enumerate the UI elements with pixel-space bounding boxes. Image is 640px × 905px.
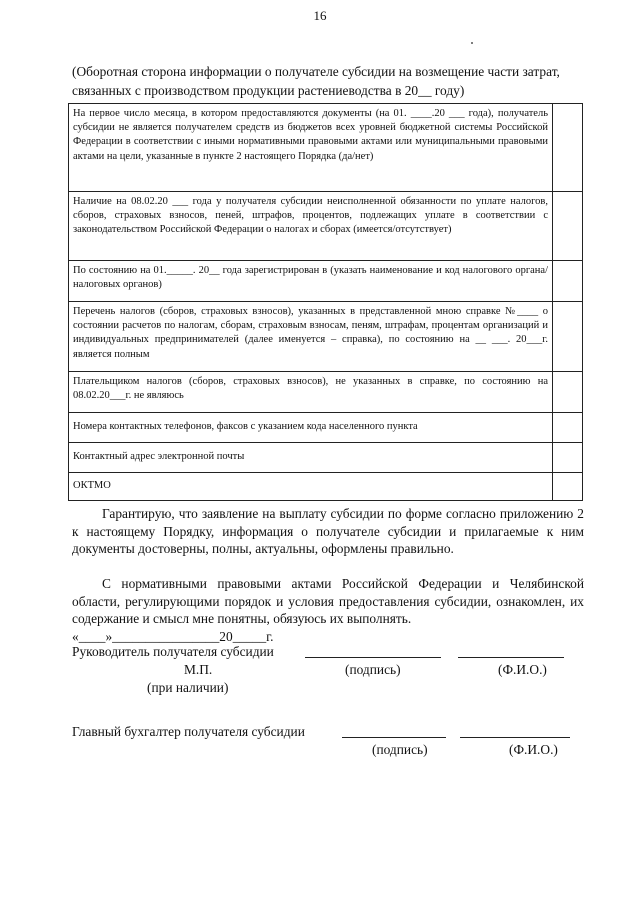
table-row: [69, 372, 583, 413]
table-row: [69, 413, 583, 443]
scan-dot: [471, 42, 473, 44]
accountant-fio-caption: (Ф.И.О.): [509, 742, 558, 757]
table-row-label: На первое число месяца, в котором предоставляются документы (на 01. ____.20 ___ года), получатель субсидии не является получателем средств из бюджетов всех уровней бюджетной системы Российской Федерации в соответствии с иными нормативными правовыми актами или муниципальными правовыми актами на цели, указанные в пункте 2 настоящего Порядка (да/нет): [69, 104, 553, 192]
acknowledge-paragraph: С нормативными правовыми актами Российской Федерации и Челябинской области, регулирующими порядок и условия предоставления субсидии, ознакомлен, их содержание и смысл мне понятны, обязуюсь их выполнять.: [72, 576, 584, 626]
page-number: 16: [313, 8, 327, 23]
signature-caption: (подпись): [345, 662, 401, 677]
table-row-label: Контактный адрес электронной почты: [69, 443, 553, 473]
answer-cell[interactable]: [553, 261, 583, 302]
answer-cell[interactable]: [553, 413, 583, 443]
table-row: [69, 473, 583, 501]
table-row: [69, 443, 583, 473]
table-row-label: По состоянию на 01._____. 20__ года зарегистрирован в (указать наименование и код налогового органа/налоговых органов): [69, 261, 553, 302]
fio-caption: (Ф.И.О.): [498, 662, 547, 677]
table-row: [69, 104, 583, 192]
answer-cell[interactable]: [553, 302, 583, 372]
table-row: [69, 192, 583, 261]
table-row-label: Наличие на 08.02.20 ___ года у получателя субсидии неисполненной обязанности по уплате налогов, сборов, страховых взносов, пеней, штрафов, процентов, подлежащих уплате в соответствии с законодательством Российской Федерации о налогах и сборах (имеется/отсутствует): [69, 192, 553, 261]
table-row: [69, 302, 583, 372]
head-fio-line[interactable]: [458, 657, 564, 658]
stamp-label: М.П.: [184, 662, 213, 677]
table-row-label: Перечень налогов (сборов, страховых взносов), указанных в представленной мною справке №____ о состоянии расчетов по налогам, сборам, страховым взносам, пеням, штрафам, процентам организаций и индивидуальных предпринимателей (далее именуется – справка), по состоянию на __ ___. 20___г. является полным: [69, 302, 553, 372]
table-row: [69, 261, 583, 302]
table-row-label: Номера контактных телефонов, факсов с указанием кода населенного пункта: [69, 413, 553, 443]
recipient-info-table: [68, 103, 583, 501]
head-signature-line[interactable]: [305, 657, 441, 658]
form-heading: (Оборотная сторона информации о получателе субсидии на возмещение части затрат, связанных с производством продукции растениеводства в 20__ году): [72, 64, 560, 98]
accountant-signature-line[interactable]: [342, 737, 446, 738]
answer-cell[interactable]: [553, 104, 583, 192]
date-line: «____»________________20_____г.: [72, 629, 274, 644]
head-label: Руководитель получателя субсидии: [72, 644, 274, 659]
answer-cell[interactable]: [553, 372, 583, 413]
accountant-label: Главный бухгалтер получателя субсидии: [72, 724, 305, 739]
answer-cell[interactable]: [553, 192, 583, 261]
accountant-signature-caption: (подпись): [372, 742, 428, 757]
stamp-note: (при наличии): [147, 680, 229, 695]
accountant-fio-line[interactable]: [460, 737, 570, 738]
answer-cell[interactable]: [553, 473, 583, 501]
table-row-label: ОКТМО: [69, 473, 553, 501]
table-row-label: Плательщиком налогов (сборов, страховых взносов), не указанных в справке, по состоянию на 08.02.20___г. не являюсь: [69, 372, 553, 413]
answer-cell[interactable]: [553, 443, 583, 473]
guarantee-paragraph: Гарантирую, что заявление на выплату субсидии по форме согласно приложению 2 к настоящему Порядку, информация о получателе субсидии и прилагаемые к ним документы достоверны, полны, актуальны, оформлены правильно.: [72, 506, 584, 556]
